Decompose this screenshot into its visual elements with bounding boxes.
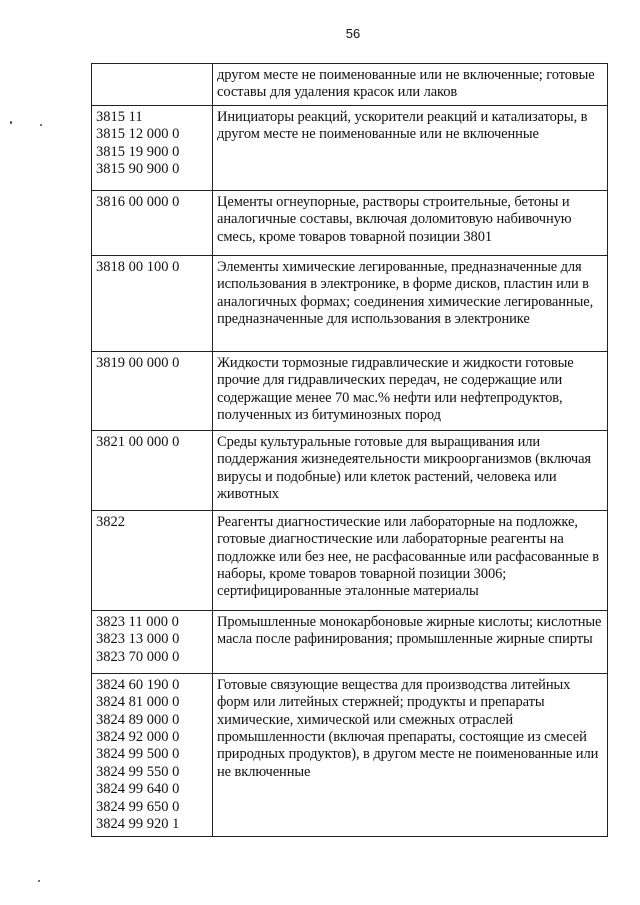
code-value: 3823 13 000 0	[96, 631, 180, 648]
code-value: 3815 19 900 0	[96, 143, 180, 160]
code-value: 3815 11	[96, 108, 143, 125]
code-value: 3824 60 190 0	[96, 676, 180, 693]
code-value: 3823 11 000 0	[96, 613, 179, 630]
code-value: 3824 99 550 0	[96, 763, 180, 780]
code-value: 3818 00 100 0	[96, 258, 180, 275]
codes-cell	[92, 105, 213, 190]
code-value: 3821 00 000 0	[96, 433, 180, 450]
code-value: 3815 12 000 0	[96, 126, 180, 143]
codes-cell	[92, 255, 213, 351]
page-number: 56	[345, 26, 361, 41]
description-cell: Готовые связующие вещества для производства литейных форм или литейных стержней; продукты и препараты химические, химической или смежных отраслей промышленности (включая препараты, состоящие из смесей природных продуктов), в другом месте не поименованные или не включенные	[213, 673, 608, 837]
code-value: 3824 81 000 0	[96, 694, 180, 711]
table-row	[92, 673, 608, 837]
description-cell: Промышленные монокарбоновые жирные кислоты; кислотные масла после рафинирования; промышленные жирные спирты	[213, 610, 608, 673]
description-cell: Инициаторы реакций, ускорители реакций и катализаторы, в другом месте не поименованные или не включенные	[213, 105, 608, 190]
code-value: 3815 90 900 0	[96, 161, 180, 178]
codes-cell	[92, 190, 213, 255]
code-value: 3824 99 920 1	[96, 816, 180, 833]
table-body	[92, 64, 608, 837]
table-row	[92, 610, 608, 673]
table-row	[92, 351, 608, 430]
scan-speck	[38, 880, 40, 882]
codes-cell	[92, 510, 213, 610]
description-cell: другом месте не поименованные или не включенные; готовые составы для удаления красок или лаков	[213, 64, 608, 106]
customs-code-table	[91, 63, 608, 837]
codes-cell	[92, 64, 213, 106]
scan-speck	[40, 124, 42, 126]
codes-cell	[92, 430, 213, 510]
table-row	[92, 190, 608, 255]
code-value: 3823 70 000 0	[96, 648, 180, 665]
description-cell: Жидкости тормозные гидравлические и жидкости готовые прочие для гидравлических передач, не содержащие или содержащие менее 70 мас.% нефти или нефтепродуктов, полученных из битуминозных пород	[213, 351, 608, 430]
scan-speck	[10, 121, 12, 124]
codes-cell	[92, 673, 213, 837]
description-cell: Реагенты диагностические или лабораторные на подложке, готовые диагностические или лабораторные реагенты на подложке или без нее, не расфасованные или расфасованные в наборы, кроме товаров товарной позиции 3006; сертифицированные эталонные материалы	[213, 510, 608, 610]
table-row	[92, 430, 608, 510]
codes-cell	[92, 610, 213, 673]
table-row	[92, 510, 608, 610]
code-value: 3824 99 500 0	[96, 746, 180, 763]
code-value: 3819 00 000 0	[96, 354, 180, 371]
code-value: 3824 99 650 0	[96, 798, 180, 815]
description-cell: Цементы огнеупорные, растворы строительные, бетоны и аналогичные составы, включая доломитовую набивочную смесь, кроме товаров товарной позиции 3801	[213, 190, 608, 255]
description-cell: Элементы химические легированные, предназначенные для использования в электронике, в форме дисков, пластин или в аналогичных формах; соединения химические легированные, предназначенные для использования в электронике	[213, 255, 608, 351]
table-row	[92, 105, 608, 190]
code-value: 3824 89 000 0	[96, 711, 180, 728]
table-row	[92, 255, 608, 351]
code-value: 3816 00 000 0	[96, 193, 180, 210]
table-row	[92, 64, 608, 106]
description-cell: Среды культуральные готовые для выращивания или поддержания жизнедеятельности микроорганизмов (включая вирусы и подобные) или клеток растений, человека или животных	[213, 430, 608, 510]
code-value: 3824 99 640 0	[96, 781, 180, 798]
code-value: 3824 92 000 0	[96, 729, 180, 746]
codes-cell	[92, 351, 213, 430]
code-value: 3822	[96, 513, 125, 530]
